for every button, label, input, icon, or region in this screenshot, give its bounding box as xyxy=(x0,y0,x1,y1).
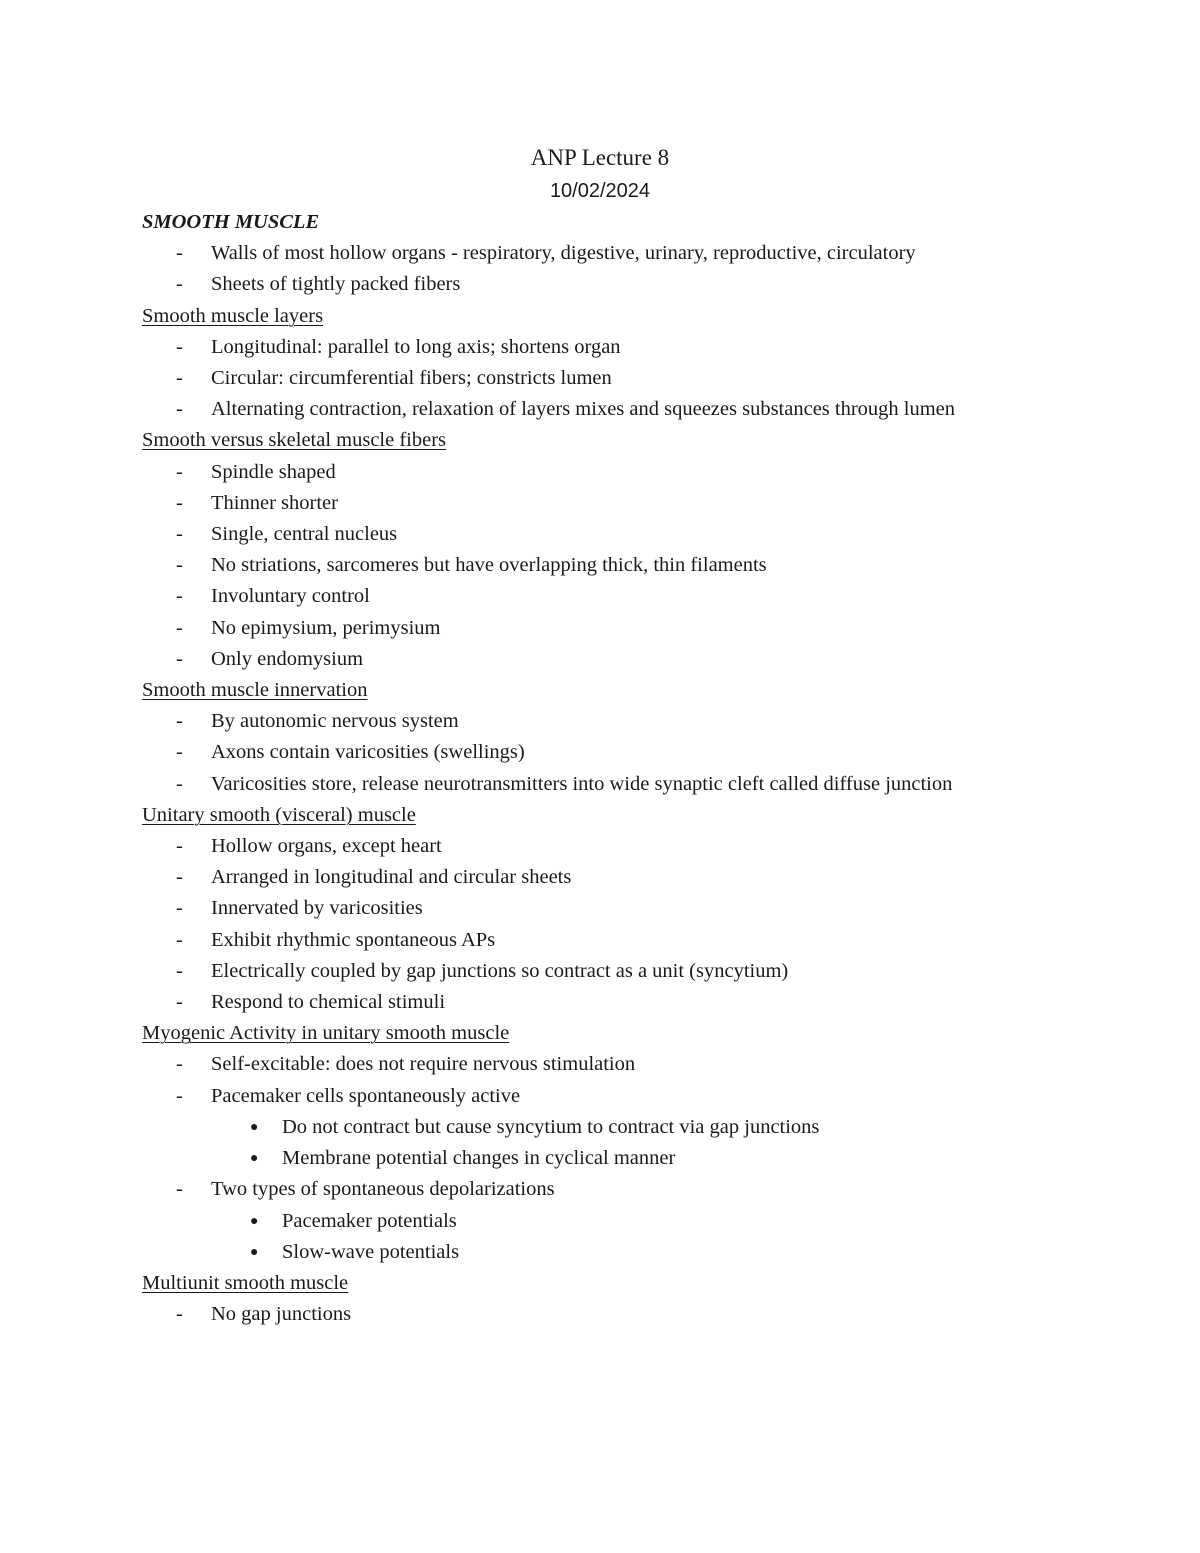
dash-marker: - xyxy=(176,491,183,514)
list-item: - Two types of spontaneous depolarizations xyxy=(142,1174,1062,1205)
section-heading-smooth-vs-skeletal: Smooth versus skeletal muscle fibers xyxy=(142,429,447,452)
list-item: - Alternating contraction, relaxation of layers mixes and squeezes substances through lumen xyxy=(142,394,1062,425)
list-item: - Longitudinal: parallel to long axis; shortens organ xyxy=(142,332,1062,363)
dash-marker: - xyxy=(176,835,183,858)
document-date: 10/02/2024 xyxy=(549,180,651,202)
list-item: - Involuntary control xyxy=(142,581,1062,612)
list-item: - Respond to chemical stimuli xyxy=(142,987,1062,1018)
dash-marker: - xyxy=(176,1053,183,1076)
dash-marker: - xyxy=(176,866,183,889)
document-title: ANP Lecture 8 xyxy=(530,145,670,170)
list-item: - Varicosities store, release neurotransmitters into wide synaptic cleft called diffuse junction xyxy=(142,769,1062,800)
list-item: - Walls of most hollow organs - respiratory, digestive, urinary, reproductive, circulatory xyxy=(142,238,1062,269)
list-item: - Self-excitable: does not require nervous stimulation xyxy=(142,1049,1062,1080)
list-item: - Sheets of tightly packed fibers xyxy=(142,269,1062,300)
dash-marker: - xyxy=(176,554,183,577)
list-item: - Circular: circumferential fibers; constricts lumen xyxy=(142,363,1062,394)
dash-marker: - xyxy=(176,928,183,951)
section-heading-multiunit: Multiunit smooth muscle xyxy=(142,1271,349,1294)
section-heading-innervation: Smooth muscle innervation xyxy=(142,679,368,702)
dash-marker: - xyxy=(176,772,183,795)
dash-marker: - xyxy=(176,616,183,639)
list-item: - Pacemaker cells spontaneously active xyxy=(142,1081,1062,1112)
bullet-icon: ● xyxy=(250,1119,259,1135)
list-item: - Arranged in longitudinal and circular sheets xyxy=(142,862,1062,893)
section-heading-layers: Smooth muscle layers xyxy=(142,304,324,327)
main-heading: SMOOTH MUSCLE xyxy=(142,211,320,233)
dash-marker: - xyxy=(176,959,183,982)
dash-marker: - xyxy=(176,991,183,1014)
list-item: - Only endomysium xyxy=(142,644,1062,675)
list-item: - Thinner shorter xyxy=(142,488,1062,519)
dash-marker: - xyxy=(176,273,183,296)
dash-marker: - xyxy=(176,1178,183,1201)
dash-marker: - xyxy=(176,242,183,265)
section-heading-unitary: Unitary smooth (visceral) muscle xyxy=(142,803,416,826)
section-heading-myogenic: Myogenic Activity in unitary smooth muscle xyxy=(142,1022,510,1045)
list-item: - No epimysium, perimysium xyxy=(142,613,1062,644)
sub-list-item: ● Slow-wave potentials xyxy=(142,1237,1062,1268)
notes-body xyxy=(142,207,1062,1330)
sub-list-item: ● Do not contract but cause syncytium to contract via gap junctions xyxy=(142,1112,1062,1143)
list-item: - Axons contain varicosities (swellings) xyxy=(142,737,1062,768)
sub-list-item: ● Membrane potential changes in cyclical manner xyxy=(142,1143,1062,1174)
list-item: - Spindle shaped xyxy=(142,457,1062,488)
dash-marker: - xyxy=(176,460,183,483)
bullet-icon: ● xyxy=(250,1213,259,1229)
dash-marker: - xyxy=(176,367,183,390)
dash-marker: - xyxy=(176,897,183,920)
list-item: - No gap junctions xyxy=(142,1299,1062,1330)
list-item: - Single, central nucleus xyxy=(142,519,1062,550)
list-item: - By autonomic nervous system xyxy=(142,706,1062,737)
dash-marker: - xyxy=(176,523,183,546)
list-item: - Exhibit rhythmic spontaneous APs xyxy=(142,925,1062,956)
dash-marker: - xyxy=(176,335,183,358)
dash-marker: - xyxy=(176,741,183,764)
dash-marker: - xyxy=(176,585,183,608)
bullet-icon: ● xyxy=(250,1151,259,1167)
list-item: - Innervated by varicosities xyxy=(142,893,1062,924)
dash-marker: - xyxy=(176,1303,183,1326)
list-item: - Hollow organs, except heart xyxy=(142,831,1062,862)
dash-marker: - xyxy=(176,1084,183,1107)
list-item: - No striations, sarcomeres but have overlapping thick, thin filaments xyxy=(142,550,1062,581)
dash-marker: - xyxy=(176,710,183,733)
dash-marker: - xyxy=(176,398,183,421)
dash-marker: - xyxy=(176,647,183,670)
bullet-icon: ● xyxy=(250,1244,259,1260)
list-item: - Electrically coupled by gap junctions so contract as a unit (syncytium) xyxy=(142,956,1062,987)
sub-list-item: ● Pacemaker potentials xyxy=(142,1206,1062,1237)
